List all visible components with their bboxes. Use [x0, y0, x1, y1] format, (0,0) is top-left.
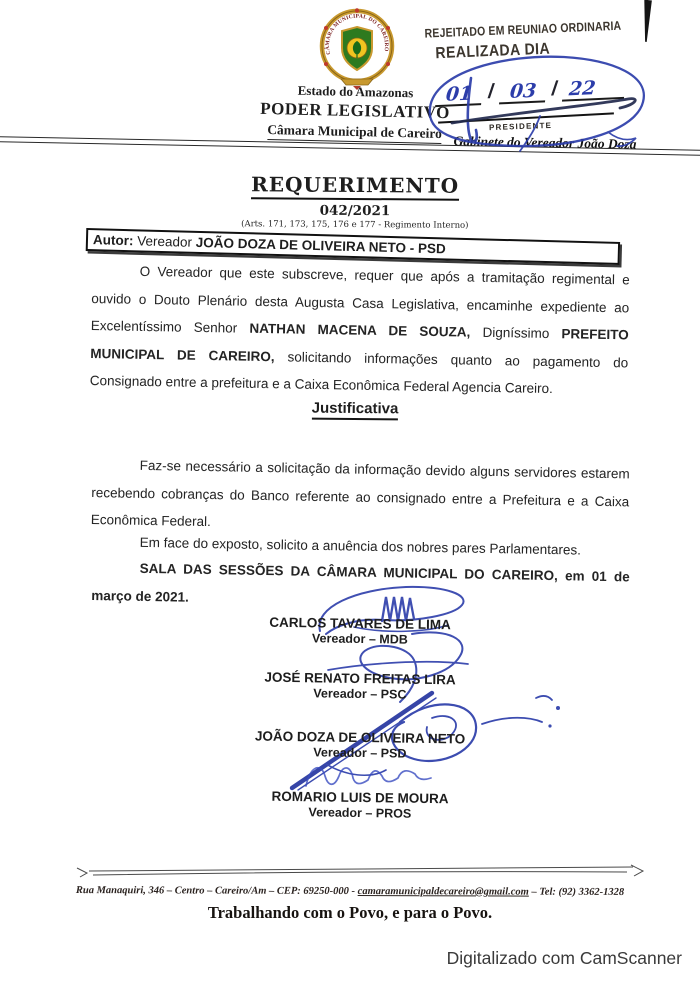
session-date-line: SALA DAS SESSÕES DA CÂMARA MUNICIPAL DO CAREIRO, em 01 de março de 2021. [91, 560, 630, 605]
signer-name: CARLOS TAVARES DE LIMA [269, 614, 451, 633]
request-text: O Vereador que este subscreve, requer que após a tramitação regimental e ouvido o Douto Plenário desta Augusta Casa Legislativa, encaminhe expediente ao Excelentíssimo Senhor [90, 263, 630, 336]
signer-name: JOSÉ RENATO FREITAS LIRA [264, 669, 456, 688]
author-label: Autor: [92, 232, 134, 249]
request-text: Digníssimo [470, 324, 562, 342]
signer-role: Vereador – PSC [313, 686, 407, 702]
date-separator: / [487, 80, 495, 103]
signer-role: Vereador – MDB [311, 631, 408, 647]
stamp-line1: REJEITADO EM REUNIAO ORDINARIA [424, 18, 622, 41]
footer-email: camaramunicipaldecareiro@gmail.com [357, 886, 529, 898]
signer-name: JOÃO DOZA DE OLIVEIRA NETO [254, 728, 466, 747]
footer-divider [75, 862, 647, 882]
date-separator: / [551, 77, 558, 101]
document-number: 042/2021 [319, 202, 391, 220]
document-title-block [200, 172, 510, 231]
signature-block [170, 613, 550, 648]
legal-reference: (Arts. 171, 173, 175, 176 e 177 - Regimento Interno) [241, 219, 469, 231]
document-title: REQUERIMENTO [251, 172, 459, 200]
justification-heading: Justificativa [200, 399, 510, 419]
footer-slogan: Trabalhando com o Povo, e para o Povo. [207, 903, 493, 922]
justification-paragraph: Faz-se necessário a solicitação da informação devido alguns servidores estarem recebendo cobranças do Banco referente ao consignado entre a Prefeitura e a Caixa Econômica Federal. [90, 457, 630, 530]
letterhead-chamber: Câmara Municipal de Careiro [267, 122, 442, 144]
municipal-seal-icon [317, 6, 397, 90]
signer-role: Vereador – PSD [313, 745, 407, 761]
office-line: Gabinete do Vereador João Doza [453, 133, 637, 152]
author-name: JOÃO DOZA DE OLIVEIRA NETO - PSD [195, 234, 446, 257]
closing-paragraph: Em face do exposto, solicito a anuência dos nobres pares Parlamentares. [139, 534, 582, 558]
stamp-line2: REALIZADA DIA [435, 40, 551, 63]
author-prefix: Vereador [133, 233, 196, 250]
stamp-date-month: 03 [499, 80, 547, 104]
letterhead-branch: PODER LEGISLATIVO [260, 98, 451, 123]
letterhead-state: Estado do Amazonas [297, 82, 414, 101]
footer-address: Rua Manaquiri, 346 – Centro – Careiro/Am – CEP: 69250-000 - camaramunicipaldecareiro@gmail.com – Tel: (92) 3362-1328 [75, 885, 625, 898]
stamp-date-day: 01 [435, 83, 483, 107]
signature-block [170, 787, 550, 822]
camscanner-watermark: Digitalizado com CamScanner [446, 948, 682, 968]
president-label: PRESIDENTE [488, 120, 553, 133]
stamp-date [436, 75, 626, 107]
signature-block [170, 727, 550, 762]
mayor-name: NATHAN MACENA DE SOUZA, [249, 320, 471, 340]
signer-role: Vereador – PROS [308, 805, 412, 821]
signer-name: ROMARIO LUIS DE MOURA [271, 788, 449, 807]
request-paragraph [90, 257, 630, 404]
rejection-stamp [424, 17, 655, 63]
request-text: solicitando informações quanto ao pagamento do Consignado entre a prefeitura e a Caixa Econômica Federal Agencia Careiro. [89, 348, 629, 397]
signature-block [170, 668, 550, 703]
mayor-title: PREFEITO MUNICIPAL DE CAREIRO, [90, 326, 629, 364]
stamp-date-year: 22 [562, 77, 626, 102]
seal-arc-text: CÂMARA MUNICIPAL DO CAREIRO [324, 13, 390, 56]
